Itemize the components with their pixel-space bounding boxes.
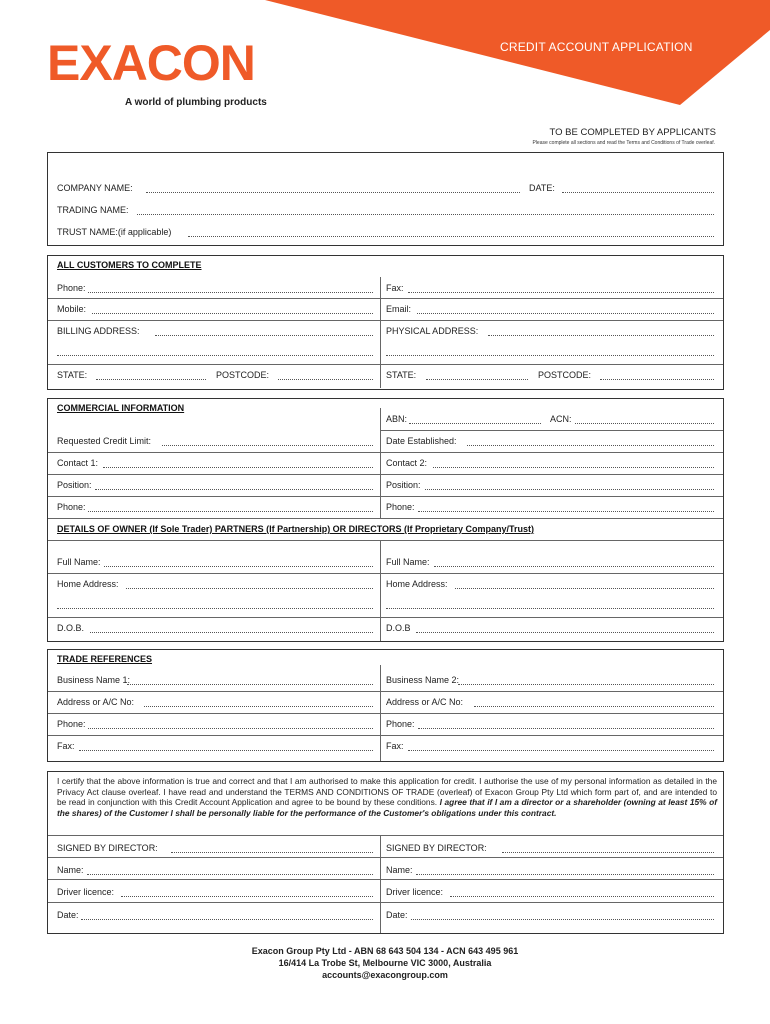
full-name2-label: Full Name: — [386, 557, 430, 567]
full-name2-field[interactable] — [434, 566, 714, 567]
position1-label: Position: — [57, 480, 92, 490]
column-divider — [380, 408, 381, 518]
certification-body: I certify that the above information is true and correct and that I am authorised to make this application for credit. I authorise the use of my personal information as detailed in the Privacy Act clause overleaf. I have read and understand the TERMS AND CONDITIONS OF TRADE (overleaf) of Exacon Group Pty Ltd which form part of, and are intended to be read in conjunction with this Credit Account Application and agree to be bound by these conditions. — [57, 776, 717, 808]
mobile-field[interactable] — [92, 313, 373, 314]
physical-address-line2[interactable] — [386, 355, 714, 356]
state-label: STATE: — [57, 370, 88, 380]
state-field-physical[interactable] — [426, 379, 528, 380]
billing-address-line2[interactable] — [57, 355, 373, 356]
business1-field[interactable] — [127, 684, 373, 685]
row-line — [48, 573, 723, 574]
row-line — [48, 518, 723, 519]
signature1-field[interactable] — [171, 852, 373, 853]
company-name-field[interactable] — [146, 192, 520, 193]
licence2-field[interactable] — [450, 896, 714, 897]
commercial-section — [47, 398, 724, 642]
fax-field[interactable] — [408, 292, 714, 293]
home-address1-line2[interactable] — [57, 608, 373, 609]
full-name1-label: Full Name: — [57, 557, 101, 567]
row-line — [48, 617, 723, 618]
row-line — [48, 496, 723, 497]
billing-address-field[interactable] — [155, 335, 373, 336]
abn-label: ABN: — [386, 414, 408, 424]
commercial-phone1-label: Phone: — [57, 502, 86, 512]
licence1-field[interactable] — [121, 896, 373, 897]
trade-address1-field[interactable] — [144, 706, 373, 707]
trade-address1-label: Address or A/C No: — [57, 697, 135, 707]
date2-label: Date: — [386, 910, 408, 920]
email-label: Email: — [386, 304, 412, 314]
home-address2-line2[interactable] — [386, 608, 714, 609]
row-line — [48, 298, 723, 299]
column-divider — [380, 277, 381, 388]
column-divider — [380, 540, 381, 641]
trade-fax1-field[interactable] — [79, 750, 373, 751]
phone-field[interactable] — [88, 292, 373, 293]
instruction-note: Please complete all sections and read the Terms and Conditions of Trade overleaf. — [532, 140, 715, 146]
row-line — [48, 320, 723, 321]
credit-limit-label: Requested Credit Limit: — [57, 436, 152, 446]
date2-field[interactable] — [411, 919, 714, 920]
name2-field[interactable] — [416, 874, 714, 875]
column-divider — [380, 835, 381, 933]
commercial-phone2-label: Phone: — [386, 502, 415, 512]
postcode-label-physical: POSTCODE: — [538, 370, 592, 380]
credit-limit-field[interactable] — [162, 445, 373, 446]
date-established-field[interactable] — [467, 445, 714, 446]
date-label: DATE: — [529, 183, 555, 193]
home-address1-field[interactable] — [126, 588, 373, 589]
certification-emphasis: I agree that if I am a director or a shareholder (owning at least 15% of the shares) of the Customer I shall be personally liable for the performance of the Customer's obligations under this contract. — [57, 797, 717, 818]
row-line — [48, 902, 723, 903]
trust-name-label: TRUST NAME:(if applicable) — [57, 227, 172, 237]
row-line — [48, 713, 723, 714]
phone-label: Phone: — [57, 283, 86, 293]
contact1-field[interactable] — [103, 467, 373, 468]
signature2-field[interactable] — [502, 852, 714, 853]
row-line — [48, 857, 723, 858]
postcode-field-physical[interactable] — [600, 379, 714, 380]
postcode-field[interactable] — [278, 379, 373, 380]
instruction-text: TO BE COMPLETED BY APPLICANTS — [549, 127, 716, 138]
trade-fax2-field[interactable] — [408, 750, 714, 751]
contact1-label: Contact 1: — [57, 458, 99, 468]
form-title: CREDIT ACCOUNT APPLICATION — [500, 40, 693, 54]
commercial-phone2-field[interactable] — [418, 511, 714, 512]
name2-label: Name: — [386, 865, 413, 875]
footer-address: 16/414 La Trobe St, Melbourne VIC 3000, Australia — [278, 958, 492, 968]
home-address2-field[interactable] — [455, 588, 714, 589]
company-name-label: COMPANY NAME: — [57, 183, 133, 193]
trade-phone1-label: Phone: — [57, 719, 86, 729]
row-line — [48, 474, 723, 475]
postcode-label: POSTCODE: — [216, 370, 270, 380]
position1-field[interactable] — [95, 489, 373, 490]
physical-address-label: PHYSICAL ADDRESS: — [386, 326, 479, 336]
row-line — [380, 430, 723, 431]
licence2-label: Driver licence: — [386, 887, 444, 897]
row-line — [48, 452, 723, 453]
full-name1-field[interactable] — [104, 566, 373, 567]
trade-phone2-field[interactable] — [418, 728, 714, 729]
trading-name-label: TRADING NAME: — [57, 205, 129, 215]
dob2-label: D.O.B — [386, 623, 411, 633]
trade-address2-field[interactable] — [474, 706, 714, 707]
exacon-logo: EXACON — [47, 35, 255, 91]
date-field[interactable] — [562, 192, 714, 193]
business2-label: Business Name 2: — [386, 675, 460, 685]
customers-heading: ALL CUSTOMERS TO COMPLETE — [57, 260, 202, 270]
contact2-field[interactable] — [433, 467, 714, 468]
position2-field[interactable] — [425, 489, 714, 490]
dob1-field[interactable] — [90, 632, 373, 633]
date1-label: Date: — [57, 910, 79, 920]
trust-name-field[interactable] — [188, 236, 714, 237]
footer-company: Exacon Group Pty Ltd - ABN 68 643 504 134 - ACN 643 495 961 — [251, 946, 519, 956]
acn-label: ACN: — [550, 414, 572, 424]
trade-phone1-field[interactable] — [88, 728, 373, 729]
footer-email[interactable]: accounts@exacongroup.com — [322, 970, 448, 980]
signed-director2-label: SIGNED BY DIRECTOR: — [386, 843, 487, 853]
trade-phone2-label: Phone: — [386, 719, 415, 729]
row-line — [48, 735, 723, 736]
commercial-heading: COMMERCIAL INFORMATION — [57, 403, 185, 413]
date1-field[interactable] — [81, 919, 373, 920]
row-line — [48, 879, 723, 880]
licence1-label: Driver licence: — [57, 887, 115, 897]
abn-field[interactable] — [409, 423, 541, 424]
state-field[interactable] — [96, 379, 206, 380]
position2-label: Position: — [386, 480, 421, 490]
name1-label: Name: — [57, 865, 84, 875]
dob2-field[interactable] — [416, 632, 714, 633]
mobile-label: Mobile: — [57, 304, 87, 314]
home-address2-label: Home Address: — [386, 579, 448, 589]
row-line — [48, 835, 723, 836]
state-label-physical: STATE: — [386, 370, 417, 380]
business1-label: Business Name 1: — [57, 675, 131, 685]
signed-director1-label: SIGNED BY DIRECTOR: — [57, 843, 158, 853]
billing-address-label: BILLING ADDRESS: — [57, 326, 140, 336]
tagline: A world of plumbing products — [125, 97, 267, 108]
name1-field[interactable] — [87, 874, 373, 875]
trade-references-heading: TRADE REFERENCES — [57, 654, 153, 664]
physical-address-field[interactable] — [488, 335, 714, 336]
trade-fax1-label: Fax: — [57, 741, 75, 751]
home-address1-label: Home Address: — [57, 579, 119, 589]
trading-name-field[interactable] — [137, 214, 714, 215]
certification-text — [57, 776, 717, 818]
email-field[interactable] — [417, 313, 714, 314]
trade-fax2-label: Fax: — [386, 741, 404, 751]
row-line — [48, 364, 723, 365]
owners-heading: DETAILS OF OWNER (If Sole Trader) PARTNERS (If Partnership) OR DIRECTORS (If Proprietary Company/Trust) — [57, 524, 535, 534]
commercial-phone1-field[interactable] — [88, 511, 373, 512]
row-line — [48, 540, 723, 541]
trade-address2-label: Address or A/C No: — [386, 697, 464, 707]
acn-field[interactable] — [575, 423, 714, 424]
contact2-label: Contact 2: — [386, 458, 428, 468]
date-established-label: Date Established: — [386, 436, 457, 446]
row-line — [48, 691, 723, 692]
business2-field[interactable] — [458, 684, 714, 685]
fax-label: Fax: — [386, 283, 404, 293]
dob1-label: D.O.B. — [57, 623, 85, 633]
